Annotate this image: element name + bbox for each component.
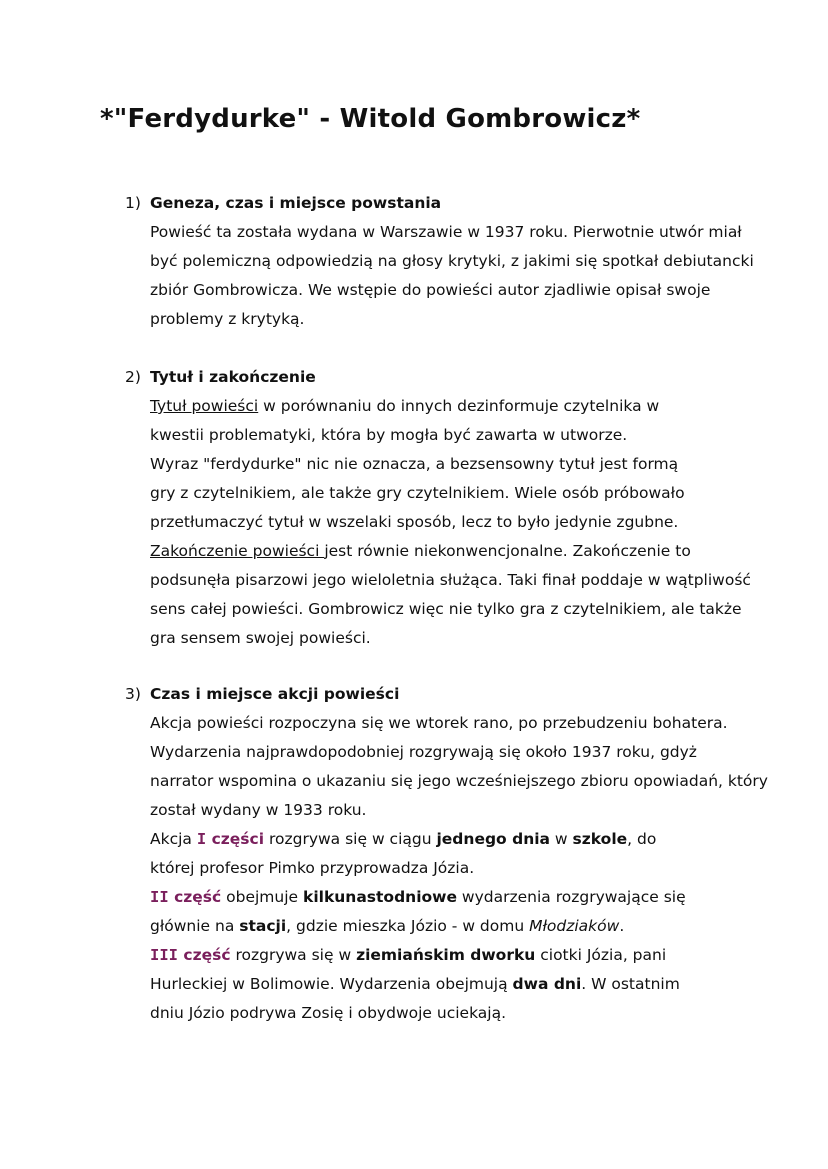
bold-text: dwa dni	[512, 975, 582, 993]
text-line	[150, 276, 815, 305]
highlighted-part-label: część	[178, 946, 231, 964]
section-number: 2)	[125, 368, 141, 386]
underlined-text: Zakończenie powieści	[150, 542, 325, 560]
text-segment: . W ostatnim	[581, 975, 680, 993]
text-segment: Wyraz "ferdydurke" nic nie oznacza, a bezsensowny tytuł jest formą	[150, 455, 679, 473]
text-segment: głównie na	[150, 917, 240, 935]
bold-text: kilkunastodniowe	[303, 888, 457, 906]
text-line	[150, 912, 815, 941]
highlighted-part-label: III	[150, 946, 178, 964]
bold-text: szkole	[572, 830, 628, 848]
section-number: 1)	[125, 194, 141, 212]
section-body	[150, 709, 815, 1028]
text-line	[150, 767, 815, 796]
text-segment: , gdzie mieszka Józio - w domu	[286, 917, 530, 935]
text-segment: gra sensem swojej powieści.	[150, 629, 371, 647]
text-line	[150, 566, 815, 595]
text-segment: został wydany w 1933 roku.	[150, 801, 367, 819]
text-line	[150, 450, 815, 479]
section-genesis	[125, 189, 815, 334]
text-line	[150, 595, 815, 624]
text-segment: Akcja	[150, 830, 197, 848]
section-body	[150, 392, 815, 653]
text-segment: zbiór Gombrowicza. We wstępie do powieści autor zjadliwie opisał swoje	[150, 281, 711, 299]
text-line	[150, 825, 815, 854]
section-heading-text: Czas i miejsce akcji powieści	[150, 685, 400, 703]
text-line	[150, 247, 815, 276]
text-segment: wydarzenia rozgrywające się	[457, 888, 686, 906]
section-heading	[125, 363, 815, 392]
text-line	[150, 537, 815, 566]
document-title: *"Ferdydurke" - Witold Gombrowicz*	[100, 104, 641, 134]
text-line	[150, 305, 815, 334]
text-segment: dniu Józio podrywa Zosię i obydwoje uciekają.	[150, 1004, 507, 1022]
text-segment: Akcja powieści rozpoczyna się we wtorek rano, po przebudzeniu bohatera.	[150, 714, 728, 732]
section-title-and-ending	[125, 363, 815, 653]
text-segment: w porównaniu do innych dezinformuje czytelnika w	[258, 397, 660, 415]
text-segment: podsunęła pisarzowi jego wieloletnia służąca. Taki finał poddaje w wątpliwość	[150, 571, 751, 589]
text-segment: ciotki Józia, pani	[535, 946, 667, 964]
text-segment: Wydarzenia najprawdopodobniej rozgrywają się około 1937 roku, gdyż	[150, 743, 697, 761]
text-line	[150, 883, 815, 912]
highlighted-part-label: część	[168, 888, 222, 906]
text-segment: , do	[627, 830, 657, 848]
section-time-and-place	[125, 680, 815, 1028]
text-segment: w	[550, 830, 573, 848]
text-segment: problemy z krytyką.	[150, 310, 305, 328]
text-segment: być polemiczną odpowiedzią na głosy krytyki, z jakimi się spotkał debiutancki	[150, 252, 754, 270]
text-segment: narrator wspomina o ukazaniu się jego wcześniejszego zbioru opowiadań, który	[150, 772, 768, 790]
text-line	[150, 218, 815, 247]
text-segment: gry z czytelnikiem, ale także gry czytelnikiem. Wiele osób próbowało	[150, 484, 685, 502]
text-segment: jest równie niekonwencjonalne. Zakończenie to	[324, 542, 691, 560]
text-segment: której profesor Pimko przyprowadza Józia.	[150, 859, 475, 877]
text-line	[150, 796, 815, 825]
section-number: 3)	[125, 685, 141, 703]
text-line	[150, 941, 815, 970]
bold-text: jednego dnia	[436, 830, 550, 848]
bold-text: ziemiańskim dworku	[356, 946, 536, 964]
text-line	[150, 854, 815, 883]
text-segment: sens całej powieści. Gombrowicz więc nie tylko gra z czytelnikiem, ale także	[150, 600, 742, 618]
section-body	[150, 218, 815, 334]
section-heading	[125, 680, 815, 709]
italic-text: Młodziaków	[529, 917, 620, 935]
text-line	[150, 970, 815, 999]
text-segment: rozgrywa się w	[230, 946, 357, 964]
highlighted-part-label: części	[206, 830, 265, 848]
text-segment: .	[619, 917, 625, 935]
text-line	[150, 421, 815, 450]
highlighted-part-label: I	[196, 830, 207, 848]
text-line	[150, 738, 815, 767]
section-heading	[125, 189, 815, 218]
text-line	[150, 479, 815, 508]
highlighted-part-label: II	[150, 888, 169, 906]
text-segment: Powieść ta została wydana w Warszawie w 1937 roku. Pierwotnie utwór miał	[150, 223, 742, 241]
text-segment: Hurleckiej w Bolimowie. Wydarzenia obejmują	[150, 975, 513, 993]
text-line	[150, 508, 815, 537]
section-heading-text: Tytuł i zakończenie	[150, 368, 316, 386]
text-line	[150, 999, 815, 1028]
text-segment: przetłumaczyć tytuł w wszelaki sposób, lecz to było jedynie zgubne.	[150, 513, 679, 531]
underlined-text: Tytuł powieści	[150, 397, 259, 415]
bold-text: stacji	[239, 917, 287, 935]
section-heading-text: Geneza, czas i miejsce powstania	[150, 194, 442, 212]
text-segment: kwestii problematyki, która by mogła być zawarta w utworze.	[150, 426, 628, 444]
text-segment: obejmuje	[221, 888, 304, 906]
text-segment: rozgrywa się w ciągu	[264, 830, 437, 848]
text-line	[150, 392, 815, 421]
text-line	[150, 709, 815, 738]
text-line	[150, 624, 815, 653]
